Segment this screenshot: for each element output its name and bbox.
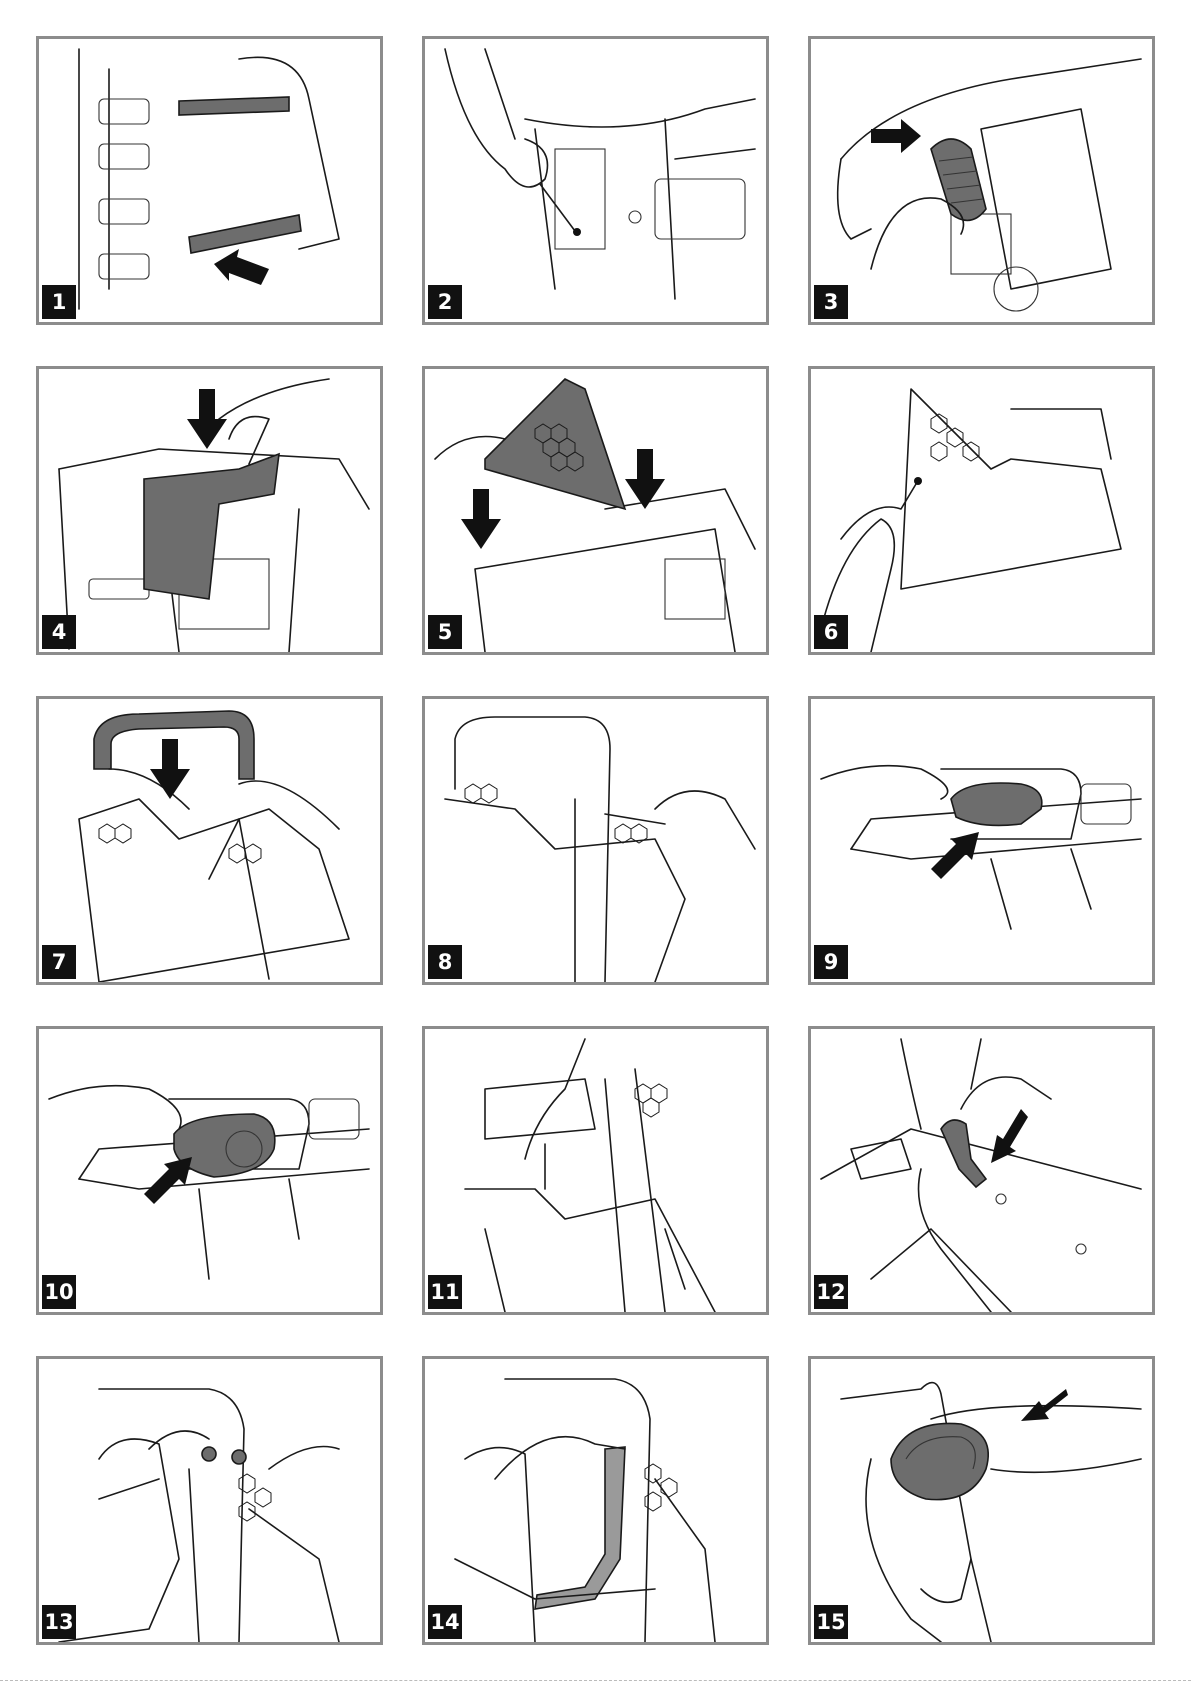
step-panel-8 <box>422 696 769 985</box>
step-6-illustration <box>811 369 1152 652</box>
step-15-illustration <box>811 1359 1152 1642</box>
step-number-badge: 6 <box>814 615 848 649</box>
step-number-badge: 11 <box>428 1275 462 1309</box>
step-panel-2 <box>422 36 769 325</box>
step-number-badge: 9 <box>814 945 848 979</box>
step-panel-10 <box>36 1026 383 1315</box>
step-8-illustration <box>425 699 766 982</box>
step-panel-6 <box>808 366 1155 655</box>
step-panel-9 <box>808 696 1155 985</box>
step-panel-13 <box>36 1356 383 1645</box>
step-3-illustration <box>811 39 1152 322</box>
push-arrow-icon <box>214 249 269 285</box>
step-panel-5 <box>422 366 769 655</box>
step-9-illustration <box>811 699 1152 982</box>
push-arrow-icon <box>871 119 921 153</box>
step-panel-14 <box>422 1356 769 1645</box>
push-arrow-icon <box>144 1157 192 1204</box>
step-2-illustration <box>425 39 766 322</box>
step-7-illustration <box>39 699 380 982</box>
step-panel-12 <box>808 1026 1155 1315</box>
step-number-badge: 13 <box>42 1605 76 1639</box>
step-13-illustration <box>39 1359 380 1642</box>
step-number-badge: 12 <box>814 1275 848 1309</box>
step-number-badge: 1 <box>42 285 76 319</box>
step-5-illustration <box>425 369 766 652</box>
step-number-badge: 15 <box>814 1605 848 1639</box>
step-number-badge: 2 <box>428 285 462 319</box>
push-arrow-icon <box>150 739 190 799</box>
step-panel-7 <box>36 696 383 985</box>
step-4-illustration <box>39 369 380 652</box>
step-panel-1 <box>36 36 383 325</box>
step-number-badge: 3 <box>814 285 848 319</box>
push-arrow-icon <box>187 389 227 449</box>
step-12-illustration <box>811 1029 1152 1312</box>
step-10-illustration <box>39 1029 380 1312</box>
step-number-badge: 8 <box>428 945 462 979</box>
step-number-badge: 10 <box>42 1275 76 1309</box>
step-14-illustration <box>425 1359 766 1642</box>
step-panel-11 <box>422 1026 769 1315</box>
page-footer-rule <box>0 1680 1191 1684</box>
step-panel-3 <box>808 36 1155 325</box>
push-arrow-icon <box>461 489 501 549</box>
step-11-illustration <box>425 1029 766 1312</box>
step-number-badge: 5 <box>428 615 462 649</box>
push-arrow-icon <box>931 832 979 879</box>
step-number-badge: 14 <box>428 1605 462 1639</box>
step-panel-15 <box>808 1356 1155 1645</box>
step-panel-4 <box>36 366 383 655</box>
step-1-illustration <box>39 39 380 322</box>
step-number-badge: 7 <box>42 945 76 979</box>
step-number-badge: 4 <box>42 615 76 649</box>
